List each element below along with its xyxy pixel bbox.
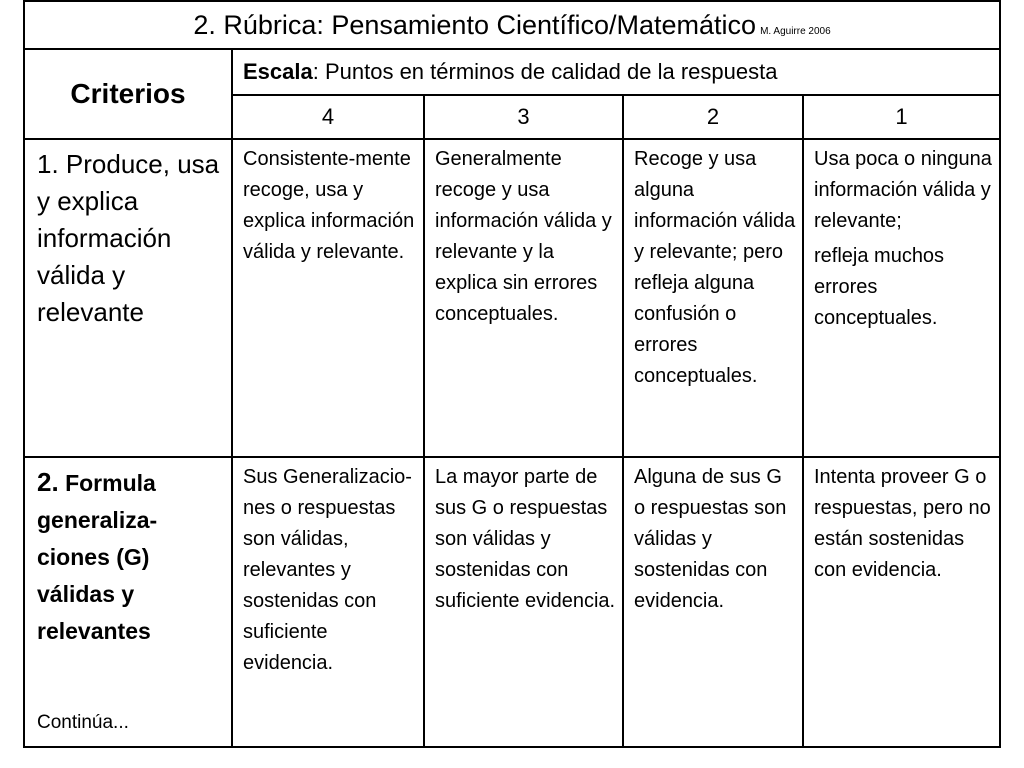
descriptor-text: Usa poca o ninguna información válida y relevante; (814, 148, 992, 232)
criterion-2-level-1 (803, 457, 1000, 747)
criterion-1-level-1 (803, 139, 1000, 457)
level-2-header: 2 (623, 95, 803, 139)
scale-header (232, 49, 1000, 95)
criterion-2-level-2 (623, 457, 803, 747)
descriptor-text: refleja muchos errores conceptuales. (814, 245, 945, 329)
criterion-row-1 (24, 139, 1000, 457)
rubric-author: M. Aguirre 2006 (760, 25, 831, 37)
criterion-2-level-3 (424, 457, 623, 747)
criterion-1-level-3 (424, 139, 623, 457)
descriptor-text: Alguna de sus G o respuestas son válidas y sostenidas con evidencia. (634, 466, 787, 612)
criterion-1-level-4 (232, 139, 424, 457)
level-4-header: 4 (232, 95, 424, 139)
rubric-title: 2. Rúbrica: Pensamiento Científico/Matemático (193, 9, 757, 40)
descriptor-text: Recoge y usa alguna información válida y relevante; pero refleja alguna confusión o errores conceptuales. (634, 148, 796, 387)
criterios-header: Criterios (24, 49, 232, 139)
descriptor-text: Intenta proveer G o respuestas, pero no están sostenidas con evidencia. (814, 466, 991, 581)
descriptor-text: Generalmente recoge y usa información válida y relevante y la explica sin errores conceptuales. (435, 148, 612, 325)
criterion-2-number: 2. (37, 467, 59, 497)
criterion-1-level-2 (623, 139, 803, 457)
scale-label: Escala (243, 59, 313, 84)
title-cell (24, 1, 1000, 49)
level-3-header: 3 (424, 95, 623, 139)
scale-row (24, 49, 1000, 95)
title-row (24, 1, 1000, 49)
criterion-row-2 (24, 457, 1000, 747)
continua-label: Continúa... (37, 712, 129, 733)
rubric-table (23, 0, 1001, 748)
criterion-2-label (24, 457, 232, 747)
descriptor-text: Sus Generalizacio-nes o respuestas son válidas, relevantes y sostenidas con suficiente evidencia. (243, 466, 412, 674)
descriptor-text: Consistente-mente recoge, usa y explica información válida y relevante. (243, 148, 415, 263)
level-1-header: 1 (803, 95, 1000, 139)
criterion-2-level-4 (232, 457, 424, 747)
criterion-1-label: 1. Produce, usa y explica información válida y relevante (24, 139, 232, 457)
scale-description: : Puntos en términos de calidad de la respuesta (312, 59, 778, 84)
descriptor-text: La mayor parte de sus G o respuestas son válidas y sostenidas con suficiente evidencia. (435, 466, 616, 612)
criterion-2-text: Formula generaliza-ciones (G) válidas y relevantes (37, 470, 158, 644)
